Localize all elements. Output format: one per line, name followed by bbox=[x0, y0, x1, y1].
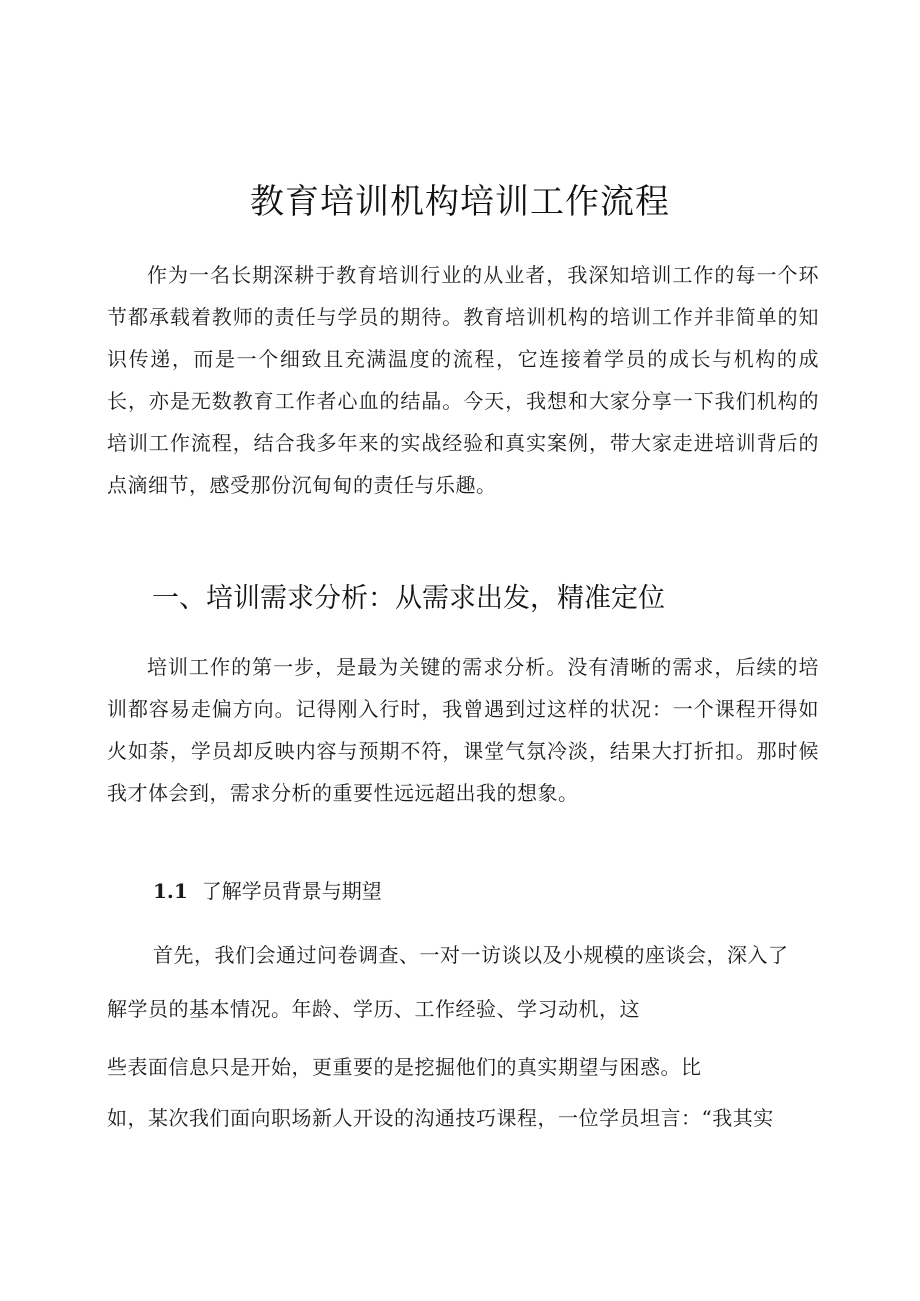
subsection-number: 1.1 bbox=[153, 879, 188, 903]
subsection-title: 了解学员背景与期望 bbox=[201, 879, 382, 903]
subsection-line-1: 首先，我们会通过问卷调查、一对一访谈以及小规模的座谈会，深入了 bbox=[153, 943, 789, 967]
section-1-heading: 一、培训需求分析：从需求出发，精准定位 bbox=[152, 583, 665, 614]
subsection-1-1-heading bbox=[153, 870, 753, 912]
subsection-line-4: 如，某次我们面向职场新人开设的沟通技巧课程，一位学员坦言：“我其实 bbox=[107, 1106, 774, 1130]
subsection-line-2: 解学员的基本情况。年龄、学历、工作经验、学习动机，这 bbox=[107, 997, 640, 1021]
document-title: 教育培训机构培训工作流程 bbox=[250, 182, 670, 222]
intro-paragraph: 作为一名长期深耕于教育培训行业的从业者，我深知培训工作的每一个环节都承载着教师的责任与学员的期待。教育培训机构的培训工作并非简单的知识传递，而是一个细致且充满温度的流程，它连接着学员的成长与机构的成长，亦是无数教育工作者心血的结晶。今天，我想和大家分享一下我们机构的培训工作流程，结合我多年来的实战经验和真实案例，带大家走进培训背后的点滴细节，感受那份沉甸甸的责任与乐趣。 bbox=[107, 263, 819, 497]
section-1-paragraph: 培训工作的第一步，是最为关键的需求分析。没有清晰的需求，后续的培训都容易走偏方向。记得刚入行时，我曾遇到过这样的状况：一个课程开得如火如荼，学员却反映内容与预期不符，课堂气氛冷淡，结果大打折扣。那时候我才体会到，需求分析的重要性远远超出我的想象。 bbox=[107, 655, 819, 805]
subsection-line-3: 些表面信息只是开始，更重要的是挖掘他们的真实期望与困惑。比 bbox=[107, 1055, 702, 1079]
